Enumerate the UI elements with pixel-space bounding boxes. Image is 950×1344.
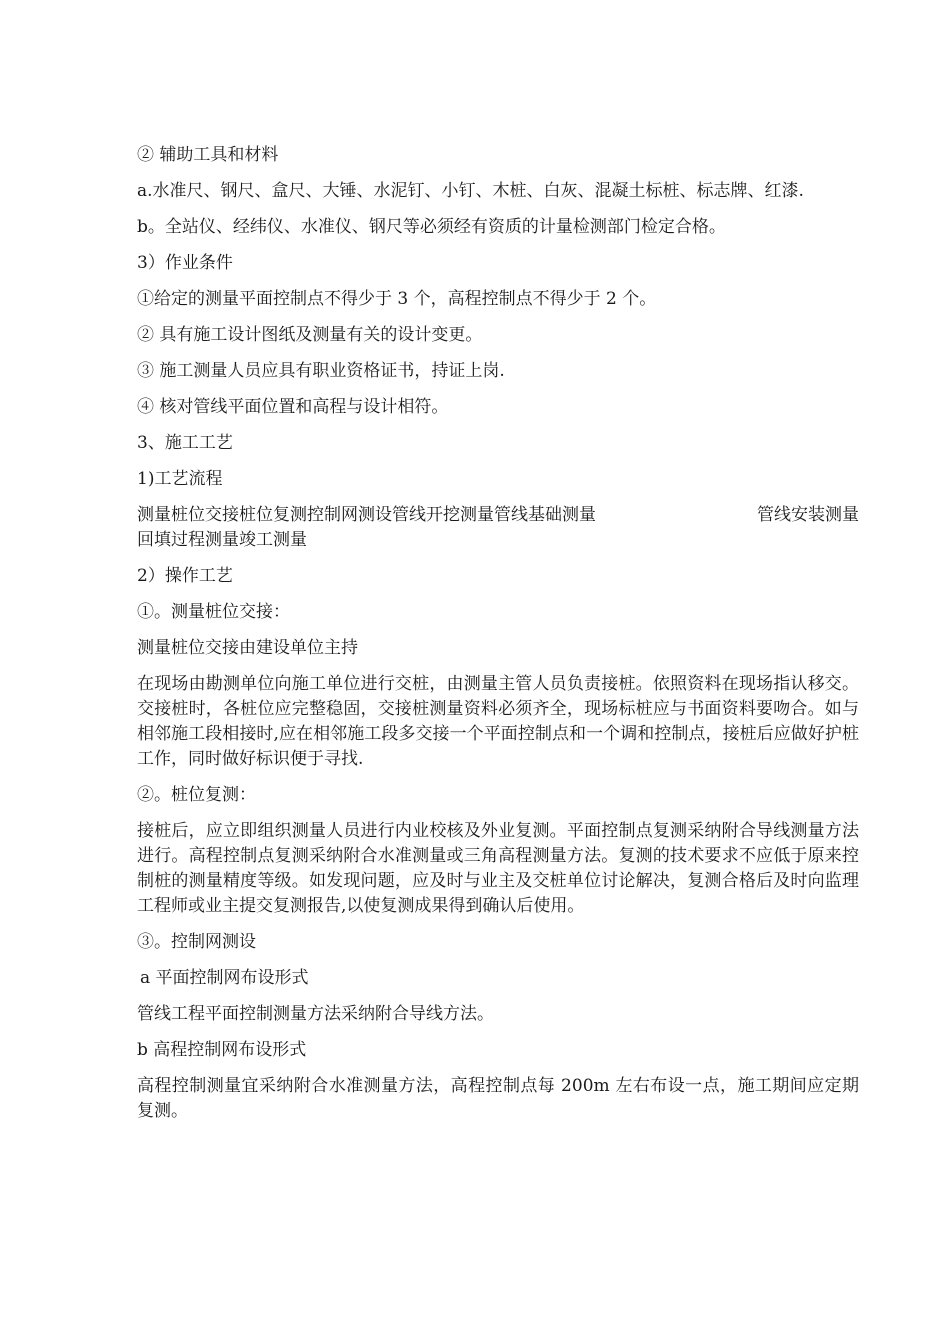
heading-control-network: ③。控制网测设 bbox=[137, 932, 256, 952]
heading-stake-recheck: ②。桩位复测： bbox=[137, 785, 256, 805]
heading-plane-control: a 平面控制网布设形式 bbox=[140, 968, 309, 988]
process-flow-left: 测量桩位交接桩位复测控制网测设管线开挖测量管线基础测量 bbox=[137, 505, 596, 525]
condition-item-4: ④ 核对管线平面位置和高程与设计相符。 bbox=[137, 397, 449, 417]
paragraph-plane-control: 管线工程平面控制测量方法采纳附合导线方法。 bbox=[137, 1004, 494, 1024]
process-flow-line-2: 回填过程测量竣工测量 bbox=[137, 530, 307, 550]
paragraph-tools-list: a.水准尺、钢尺、盒尺、大锤、水泥钉、小钉、木桩、白灰、混凝土标桩、标志牌、红漆. bbox=[137, 181, 804, 201]
paragraph-elevation-control: 高程控制测量宜采纳附合水准测量方法，高程控制点每 200m 左右布设一点，施工期间应定期复测。 bbox=[137, 1076, 859, 1121]
heading-work-conditions: 3）作业条件 bbox=[137, 253, 233, 273]
heading-auxiliary-tools: ② 辅助工具和材料 bbox=[137, 145, 279, 165]
process-flow-right: 管线安装测量 bbox=[757, 505, 859, 525]
paragraph-instrument-calibration: b。全站仪、经纬仪、水准仪、钢尺等必须经有资质的计量检测部门检定合格。 bbox=[137, 217, 726, 237]
heading-process-flow: 1)工艺流程 bbox=[137, 469, 223, 489]
document-body bbox=[137, 143, 859, 1135]
heading-stake-handover: ①。测量桩位交接： bbox=[137, 602, 290, 622]
paragraph-handover-detail: 在现场由勘测单位向施工单位进行交桩，由测量主管人员负责接桩。依照资料在现场指认移交。交接桩时，各桩位应完整稳固，交接桩测量资料必须齐全，现场标桩应与书面资料要吻合。如与相邻施工段相接时,应在相邻施工段多交接一个平面控制点和一个调和控制点，接桩后应做好护桩工作，同时做好标识便于寻找. bbox=[137, 674, 859, 769]
heading-construction-process: 3、施工工艺 bbox=[137, 433, 233, 453]
heading-operation-process: 2）操作工艺 bbox=[137, 566, 233, 586]
heading-elevation-control: b 高程控制网布设形式 bbox=[137, 1040, 307, 1060]
condition-item-3: ③ 施工测量人员应具有职业资格证书，持证上岗. bbox=[137, 361, 505, 381]
process-flow-text bbox=[137, 503, 859, 553]
paragraph-handover-host: 测量桩位交接由建设单位主持 bbox=[137, 638, 358, 658]
condition-item-2: ② 具有施工设计图纸及测量有关的设计变更。 bbox=[137, 325, 483, 345]
condition-item-1: ①给定的测量平面控制点不得少于 3 个，高程控制点不得少于 2 个。 bbox=[137, 289, 657, 309]
paragraph-recheck-detail: 接桩后，应立即组织测量人员进行内业校核及外业复测。平面控制点复测采纳附合导线测量方法进行。高程控制点复测采纳附合水准测量或三角高程测量方法。复测的技术要求不应低于原来控制桩的测量精度等级。如发现问题，应及时与业主及交桩单位讨论解决，复测合格后及时向监理工程师或业主提交复测报告,以使复测成果得到确认后使用。 bbox=[137, 821, 859, 916]
process-flow-line-1 bbox=[137, 503, 859, 528]
